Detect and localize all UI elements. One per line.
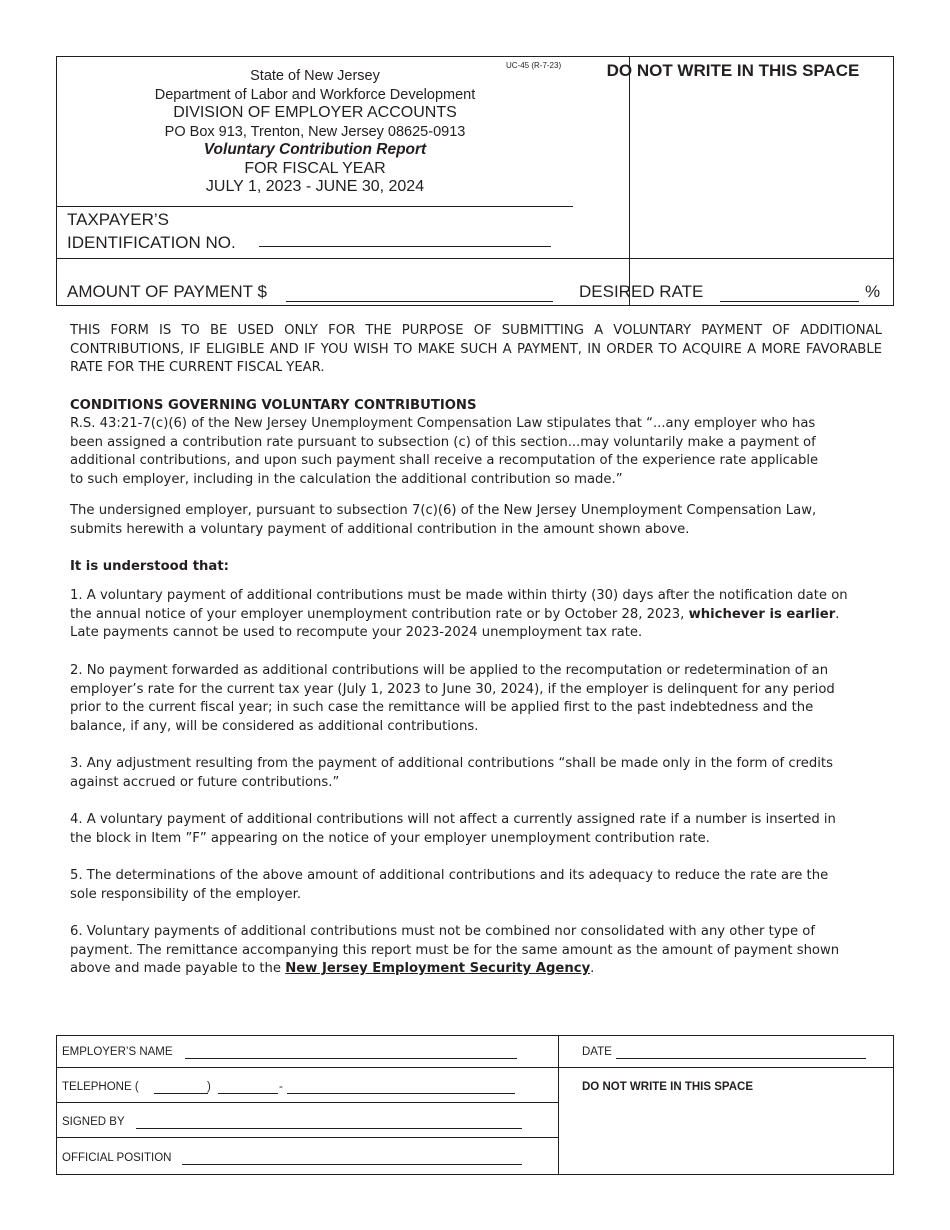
header-divider-vertical [629, 57, 630, 305]
text-line: balance, if any, will be considered as additional contributions. [70, 718, 479, 734]
telephone-prefix-line[interactable] [218, 1093, 278, 1094]
text-line: 5. The determinations of the above amount of additional contributions and its adequacy to reduce the rate are the [70, 868, 829, 883]
percent-sign: % [865, 282, 881, 301]
text-run: the annual notice of your employer unemployment contribution rate or by October 28, 2023, [70, 606, 689, 622]
employer-name-input-line[interactable] [185, 1058, 517, 1059]
intro-paragraph: THIS FORM IS TO BE USED ONLY FOR THE PURPOSE OF SUBMITTING A VOLUNTARY PAYMENT OF ADDITIONAL CONTRIBUTIONS, IF ELIGIBLE AND IF YOU WISH TO MAKE SUCH A PAYMENT, IN ORDER TO ACQUIRE A MORE FAVORABLE RATE FOR THE CURRENT FISCAL YEAR. [70, 323, 882, 375]
text-line: additional contributions, and upon such payment shall receive a recomputation of the experience rate applicable [70, 453, 819, 468]
employer-name-label: EMPLOYER’S NAME [62, 1046, 173, 1058]
condition-item-2 [70, 662, 882, 736]
text-run: . [835, 606, 840, 622]
row-divider [57, 1067, 893, 1068]
do-not-write-notice: DO NOT WRITE IN THIS SPACE [606, 61, 860, 80]
department-name: Department of Labor and Workforce Development [154, 86, 476, 103]
division-name: DIVISION OF EMPLOYER ACCOUNTS [173, 104, 457, 121]
condition-item-1 [70, 587, 882, 643]
tin-label-line1: TAXPAYER’S [67, 210, 170, 229]
header-divider-1 [57, 206, 573, 207]
desired-rate-input-line[interactable] [720, 301, 859, 302]
desired-rate-label: DESIRED RATE [579, 282, 704, 301]
undersigned-paragraph [70, 502, 882, 539]
official-position-label: OFFICIAL POSITION [62, 1152, 172, 1164]
text-line: payment. The remittance accompanying this report must be for the same amount as the amount of payment shown [70, 942, 840, 958]
text-line: sole responsibility of the employer. [70, 886, 302, 902]
tin-label-line2: IDENTIFICATION NO. [67, 233, 236, 252]
condition-item-5 [70, 867, 882, 904]
text-line: 1. A voluntary payment of additional contributions must be made within thirty (30) days after the notification date on [70, 588, 848, 603]
signature-box [56, 1035, 894, 1175]
telephone-label: TELEPHONE ( [62, 1081, 139, 1093]
agency-block [57, 67, 573, 197]
understood-heading: It is understood that: [70, 559, 229, 574]
text-line: submits herewith a voluntary payment of additional contribution in the amount shown above. [70, 521, 690, 537]
text-run: above and made payable to the [70, 961, 286, 976]
text-line: 3. Any adjustment resulting from the payment of additional contributions “shall be made only in the form of credits [70, 756, 833, 771]
text-line: 4. A voluntary payment of additional contributions will not affect a currently assigned rate if a number is inserted in [70, 812, 836, 827]
date-input-line[interactable] [616, 1058, 866, 1059]
text-line [70, 606, 882, 625]
agency-address: PO Box 913, Trenton, New Jersey 08625-0913 [164, 123, 466, 140]
telephone-dash: - [279, 1081, 283, 1093]
tin-input-line[interactable] [259, 246, 551, 247]
text-line: 2. No payment forwarded as additional contributions will be applied to the recomputation or redetermination of an [70, 663, 829, 678]
text-line: 6. Voluntary payments of additional contributions must not be combined nor consolidated with any other type of [70, 924, 815, 939]
condition-item-4 [70, 811, 882, 848]
text-run: . [590, 961, 595, 976]
text-line: to such employer, including in the calculation the additional contribution so made.” [70, 471, 623, 487]
report-title: Voluntary Contribution Report [203, 141, 427, 158]
conditions-paragraph [70, 415, 882, 489]
fiscal-range: JULY 1, 2023 - JUNE 30, 2024 [205, 178, 425, 195]
condition-item-6 [70, 923, 882, 979]
header-box [56, 56, 894, 306]
condition-item-3 [70, 755, 882, 792]
date-label: DATE [582, 1046, 612, 1058]
header-divider-2 [57, 258, 893, 259]
text-line: against accrued or future contributions.” [70, 774, 340, 790]
whichever-earlier-emphasis: whichever is earlier [688, 606, 836, 622]
signed-by-label: SIGNED BY [62, 1116, 125, 1128]
text-line: R.S. 43:21-7(c)(6) of the New Jersey Unemployment Compensation Law stipulates that “...any employer who has [70, 416, 816, 431]
text-line: Late payments cannot be used to recompute your 2023-2024 unemployment tax rate. [70, 625, 643, 640]
signature-divider-vertical [558, 1036, 559, 1174]
text-line: the block in Item ”F” appearing on the notice of your employer unemployment contribution rate. [70, 830, 710, 846]
state-name: State of New Jersey [250, 68, 380, 84]
form-code: UC-45 (R-7-23) [506, 61, 562, 70]
telephone-paren: ) [207, 1081, 211, 1093]
text-line [70, 960, 882, 979]
agency-name-emphasis: New Jersey Employment Security Agency [285, 961, 591, 976]
text-line: been assigned a contribution rate pursuant to subsection (c) of this section...may voluntarily make a payment of [70, 434, 816, 450]
text-line: employer’s rate for the current tax year (July 1, 2023 to June 30, 2024), if the employer is delinquent for any period [70, 681, 835, 697]
row-divider [57, 1137, 558, 1138]
do-not-write-notice-footer: DO NOT WRITE IN THIS SPACE [582, 1081, 754, 1093]
text-line: prior to the current fiscal year; in such case the remittance will be applied first to the past indebtedness and the [70, 700, 814, 715]
payment-label: AMOUNT OF PAYMENT $ [67, 282, 267, 301]
official-position-input-line[interactable] [182, 1164, 522, 1165]
row-divider [57, 1102, 558, 1103]
fiscal-label: FOR FISCAL YEAR [244, 159, 386, 177]
text-line: The undersigned employer, pursuant to subsection 7(c)(6) of the New Jersey Unemployment Compensation Law, [70, 503, 817, 518]
telephone-number-line[interactable] [287, 1093, 515, 1094]
payment-input-line[interactable] [286, 301, 553, 302]
conditions-heading: CONDITIONS GOVERNING VOLUNTARY CONTRIBUTIONS [70, 398, 477, 413]
signed-by-input-line[interactable] [136, 1128, 522, 1129]
tin-label [67, 208, 236, 254]
telephone-area-code-line[interactable] [154, 1093, 208, 1094]
